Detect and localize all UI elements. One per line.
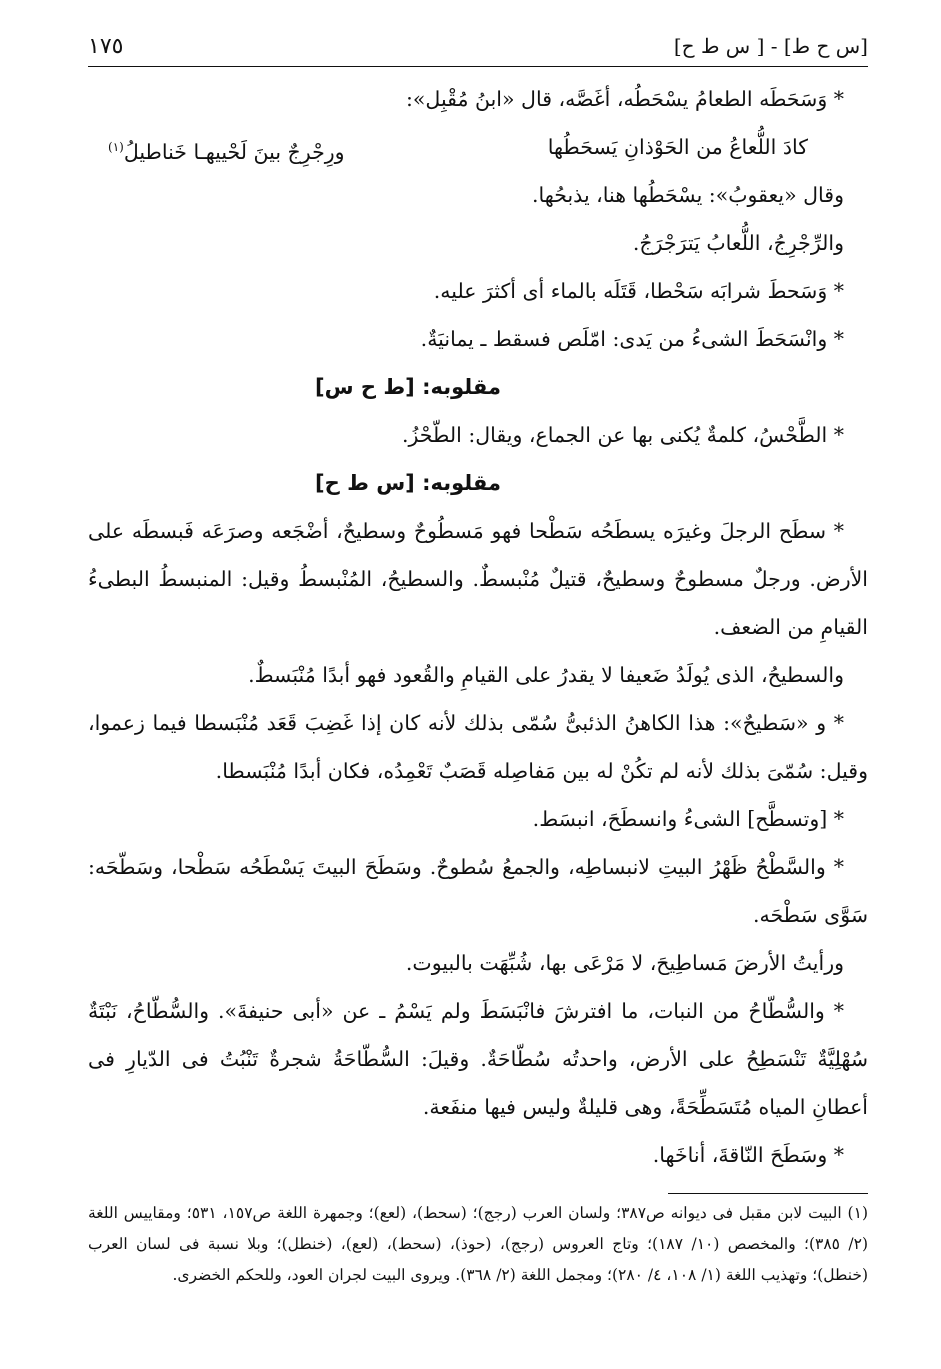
verse-second-text: ورِجْرِجٌ بينَ لَحْييهـا خَناطيلُ xyxy=(123,139,345,164)
paragraph: * وسَطَحَ النّاقةَ، أناخَها. xyxy=(652,1143,844,1167)
paragraph: * [وتسطَّح] الشىءُ وانسطَحَ، انبسَط. xyxy=(532,807,844,831)
paragraph: والسطيحُ، الذى يُولَدُ ضَعيفا لا يقدرُ على القيامِ والقُعود فهو أبدًا مُنْبَسطٌ. xyxy=(248,663,844,687)
book-page xyxy=(88,30,868,1330)
footnote: (١) البيت لابن مقبل فى ديوانه ص٣٨٧؛ ولسان العرب (رجج)؛ (سحط)، (لعع)؛ وجمهرة اللغة ص١٥٧، ٥٣١؛ ومقاييس اللغة (٢/ ٣٨٥)؛ والمخصص (١٠/ ١٨٧)؛ وتاج العروس (رجج)، (حوذ)، (سحط)، (لعع)، (خنطل)؛ وبلا نسبة فى لسان العرب (خنطل)؛ وتهذيب اللغة (١/ ١٠٨، ٤/ ٢٨٠)؛ ومجمل اللغة (٢/ ٣٦٨). ويروى البيت لجران العود، وللحكم الخضرى. xyxy=(88,1204,869,1284)
paragraph: * الطَّحْسُ، كلمةٌ يُكنى بها عن الجماع، ويقال: الطّحْزُ. xyxy=(401,423,844,447)
paragraph: والرِّجْرِجُ، اللُّعابُ يَترَجْرَجُ. xyxy=(632,231,844,255)
page-number: ١٧٥ xyxy=(88,34,124,59)
section-heading: مقلوبه: [س ط ح] xyxy=(315,471,501,495)
paragraph: * والسَّطْحُ ظَهْرُ البيتِ لانبساطِه، والجمعُ سُطوحٌ. وسَطَحَ البيتَ يَسْطَحُه سَطْحا، وسَطّحَه: سَوَّى سَطْحَه. xyxy=(88,855,868,927)
verse-first-hemistich: كادَ اللُّعاعُ من الحَوْذانِ يَسحَطُها xyxy=(547,135,808,159)
main-text xyxy=(88,75,868,1179)
paragraph: * والسُّطّاحُ من النبات، ما افترشَ فانْبَسَطَ ولم يَسْمُ ـ عن «أبى حنيفةَ». والسُّطّاحُ، نَبْتَةٌ سُهْلِيَّةٌ تَنْسَطِحُ على الأرض، واحدتُه سُطّاحَةٌ. وقيلَ: السُّطّاحَةُ شجرةٌ تَنْبُتُ فى الدّيارِ فى أعطانِ المياه مُتَسَطِّحَةً، وهى قليلةٌ وليس فيها منفَعة. xyxy=(88,999,868,1119)
page-header xyxy=(88,30,868,67)
running-title: [س ح ط] - [ س ط ح] xyxy=(673,34,868,58)
footnote-divider xyxy=(668,1193,868,1194)
paragraph: * وانْسَحَطَ الشىءُ من يَدى: امّلَص فسقط ـ يمانيَةٌ. xyxy=(420,327,844,351)
footnote-marker[interactable]: (١) xyxy=(108,140,124,154)
paragraph: ورأيتُ الأرضَ مَساطِيحَ، لا مَرْعَى بها، شُبِّهَت بالبيوت. xyxy=(405,951,844,975)
paragraph: * وَسَحطَ شرابَه سَحْطا، قَتَلَه بالماء أى أكثرَ عليه. xyxy=(433,279,844,303)
paragraph: * سطَح الرجلَ وغيرَه يسطَحُه سَطْحا فهو مَسطُوحٌ وسطيحٌ، أضْجَعه وصرَعَه فَبسطَه على الأرض. ورجلٌ مسطوحٌ وسطيحٌ، قتيلٌ مُنْبسطٌ. والسطيحُ، المُنْبسطُ وقيل: المنبسطُ البطىءُ القيامِ من الضعف. xyxy=(88,519,868,639)
section-heading: مقلوبه: [ط ح س] xyxy=(315,375,501,399)
paragraph: وقال «يعقوبُ»: يسْحَطُها هنا، يذبحُها. xyxy=(532,183,844,207)
poetry-verse xyxy=(88,123,868,171)
paragraph: * وَسَحَطَه الطعامُ يسْحَطُه، أغَصَّه، قال «ابنُ مُقْبِل»: xyxy=(405,87,844,111)
footnotes xyxy=(88,1198,868,1291)
paragraph: * و «سَطيحٌ»: هذا الكاهنُ الذئبىُّ سُمّى بذلك لأنه كان إذا غَضِبَ قَعَد مُنْبَسطا فيما زعموا، وقيل: سُمّىَ بذلك لأنه لم تكُنْ له بين مَفاصِله قَصَبٌ تَعْمِدُه، فكان أبدًا مُنْبَسطا. xyxy=(88,711,868,783)
verse-second-hemistich xyxy=(108,123,345,176)
